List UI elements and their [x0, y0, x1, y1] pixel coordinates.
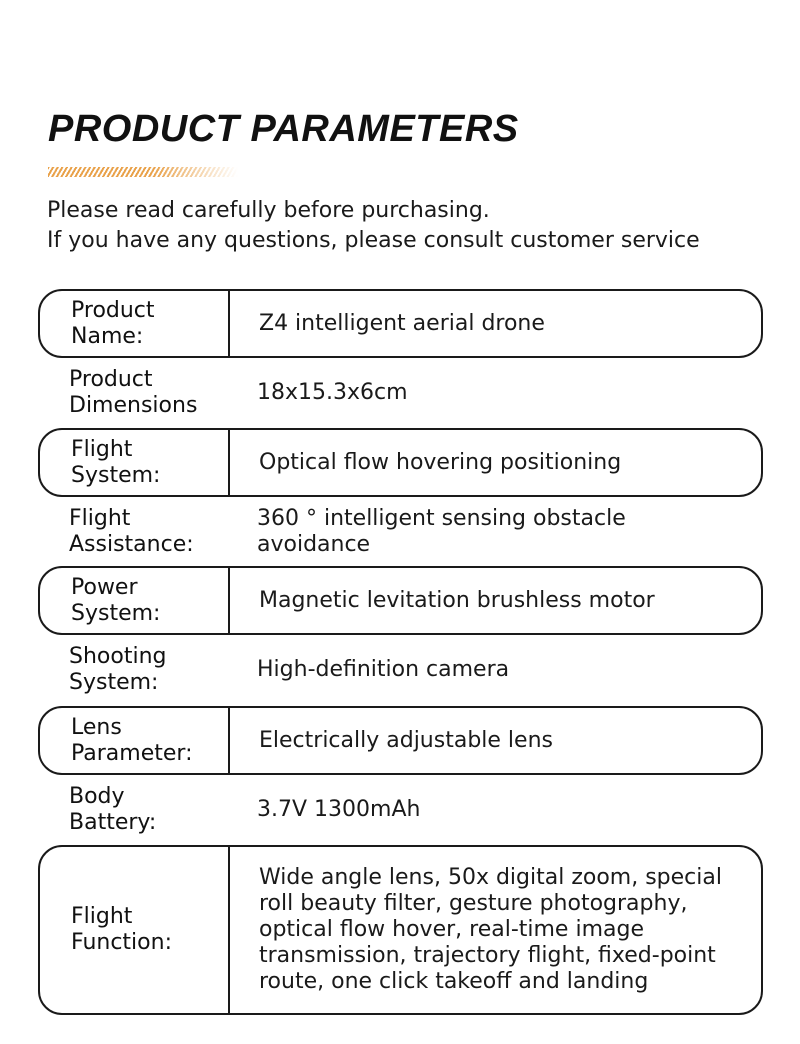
param-row-shooting-system	[38, 637, 763, 703]
param-value: Electrically adjustable lens	[259, 727, 553, 753]
param-label: Product Dimensions	[69, 367, 198, 418]
param-row-lens-parameter	[38, 706, 763, 775]
param-label: Flight System:	[71, 436, 161, 488]
param-label: Flight Assistance:	[69, 506, 194, 557]
param-value: Magnetic levitation brushless motor	[259, 587, 655, 613]
accent-stripe-decoration	[48, 167, 238, 177]
param-value: High-definition camera	[257, 657, 510, 682]
param-label: Power System:	[71, 574, 161, 626]
param-label: Lens Parameter:	[71, 714, 193, 766]
intro-line-2: If you have any questions, please consult customer service	[47, 228, 700, 253]
param-row-product-dimensions	[38, 360, 763, 426]
param-row-flight-function	[38, 845, 763, 1015]
param-label: Body Battery:	[69, 784, 157, 835]
param-label: Shooting System:	[69, 644, 167, 695]
param-value: Z4 intelligent aerial drone	[259, 310, 545, 336]
page-title: PRODUCT PARAMETERS	[48, 108, 519, 150]
param-label: Product Name:	[71, 297, 155, 349]
param-value: Wide angle lens, 50x digital zoom, special roll beauty filter, gesture photography, optical flow hover, real-time image transmission, trajectory flight, fixed-point route, one click takeoff and landing	[259, 865, 722, 994]
param-value: 360 ° intelligent sensing obstacle avoidance	[257, 506, 626, 557]
intro-text	[47, 196, 700, 256]
column-divider	[228, 847, 230, 1013]
param-row-power-system	[38, 566, 763, 635]
column-divider	[228, 291, 230, 356]
param-row-flight-system	[38, 428, 763, 497]
param-value: Optical flow hovering positioning	[259, 449, 622, 475]
column-divider	[228, 430, 230, 495]
param-row-product-name	[38, 289, 763, 358]
intro-line-1: Please read carefully before purchasing.	[47, 198, 490, 223]
column-divider	[228, 708, 230, 773]
param-value: 18x15.3x6cm	[257, 380, 408, 405]
column-divider	[228, 568, 230, 633]
param-row-flight-assistance	[38, 499, 763, 565]
param-label: Flight Function:	[71, 904, 172, 955]
param-row-body-battery	[38, 777, 763, 843]
param-value: 3.7V 1300mAh	[257, 797, 421, 822]
